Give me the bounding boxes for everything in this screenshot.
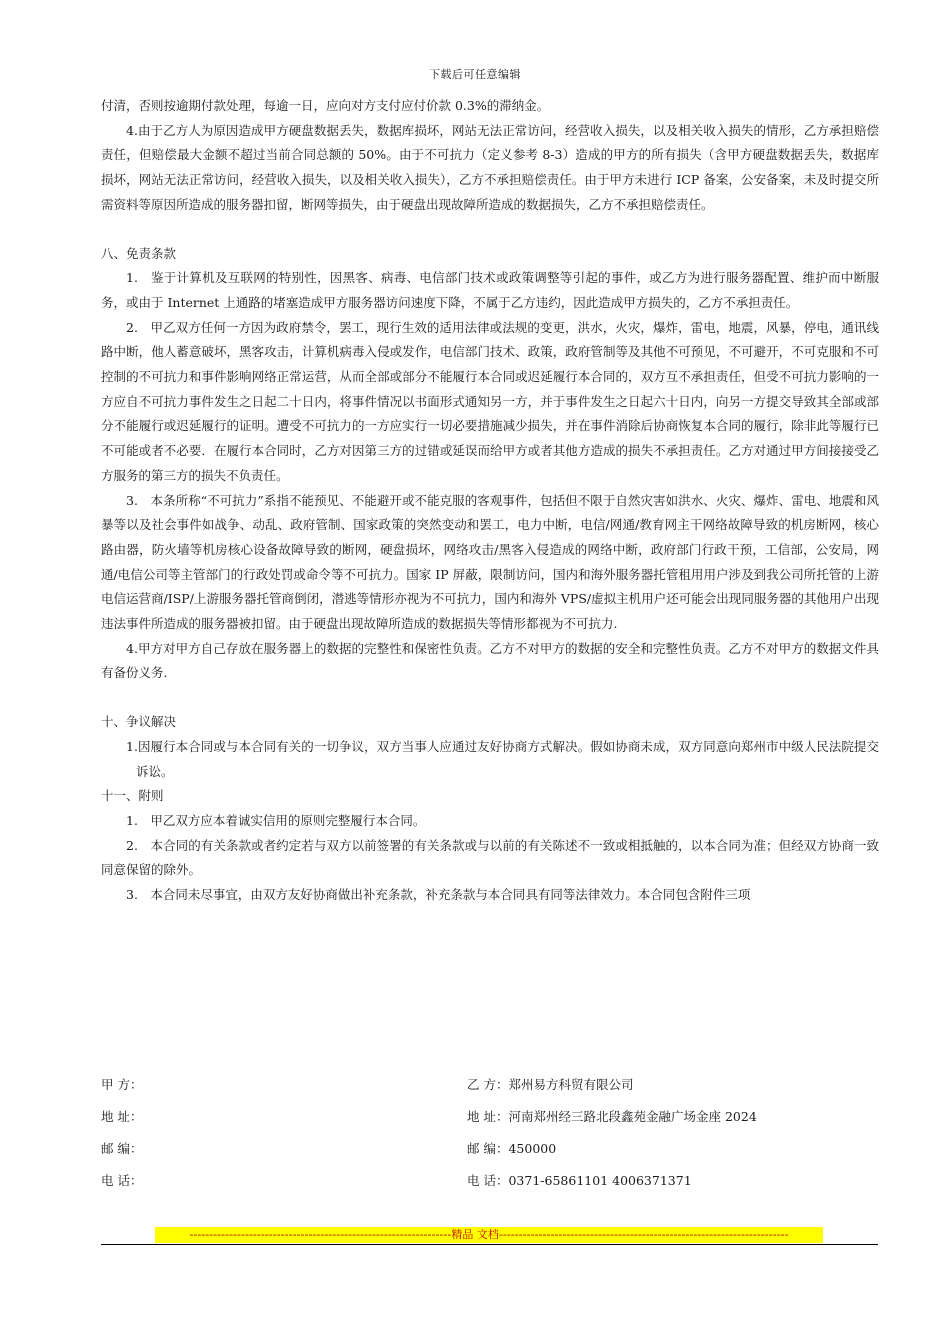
section-10-item-1: 1.因履行本合同或与本合同有关的一切争议，双方当事人应通过友好协商方式解决。假如协商未成，双方同意向郑州市中级人民法院提交诉讼。 xyxy=(126,738,879,779)
party-b-postcode-label: 邮 编： xyxy=(467,1141,509,1156)
party-b-address-label: 地 址： xyxy=(467,1109,509,1124)
party-a-postcode xyxy=(101,1139,467,1157)
section-8-item-3: 3. 本条所称“不可抗力”系指不能预见、不能避开或不能克服的客观事件，包括但不限于自然灾害如洪水、火灾、爆炸、雷电、地震和风暴等以及社会事件如战争、动乱、政府管制、国家政策的突然变动和罢工，电力中断，电信/网通/教育网主干网络故障导致的机房断网，核心路由器，防火墙等机房核心设备故障导致的断网，硬盘损坏，网络攻击/黑客入侵造成的网络中断，政府部门行政干预，工信部，公安局，网通/电信公司等主管部门的行政处罚或命令等不可抗力。国家 IP 屏蔽，限制访问，国内和海外服务器托管租用用户涉及到我公司所托管的上游电信运营商/ISP/上游服务器托管商倒闭，潜逃等情形亦视为不可抗力，国内和海外 VPS/虚拟主机用户还可能会出现同服务器的其他用户出现违法事件所造成的服务器被扣留。由于硬盘出现故障所造成的数据损失等情形都视为不可抗力. xyxy=(101,492,879,632)
party-a-address xyxy=(101,1107,467,1125)
party-b-postcode-value: 450000 xyxy=(508,1141,557,1156)
section-11-item-1: 1. 甲乙双方应本着诚实信用的原则完整履行本合同。 xyxy=(126,812,426,828)
party-a-postcode-label: 邮 编： xyxy=(101,1141,143,1156)
section-11-item-3: 3. 本合同未尽事宜，由双方友好协商做出补充条款，补充条款与本合同具有同等法律效力。本合同包含附件三项 xyxy=(126,887,751,903)
signature-row-phone xyxy=(101,1164,879,1196)
signature-row-address xyxy=(101,1100,879,1132)
header-note: 下载后可任意编辑 xyxy=(429,68,521,81)
party-b-phone-label: 电 话： xyxy=(467,1173,509,1188)
party-a-address-label: 地 址： xyxy=(101,1109,143,1124)
party-b-address-value: 河南郑州经三路北段鑫苑金融广场金座 2024 xyxy=(508,1109,757,1124)
party-b-phone-value: 0371-65861101 4006371371 xyxy=(508,1173,692,1188)
signature-row-postcode xyxy=(101,1132,879,1164)
party-b-name xyxy=(467,1075,879,1093)
party-a-name xyxy=(101,1075,467,1093)
section-8-item-1: 1. 鉴于计算机及互联网的特别性，因黑客、病毒、电信部门技术或政策调整等引起的事件，或乙方为进行服务器配置、维护而中断服务，或由于 Internet 上通路的堵塞造成甲方服务器访问速度下降，不属于乙方违约，因此造成甲方损失的，乙方不承担责任。 xyxy=(101,270,879,310)
party-b-address xyxy=(467,1107,879,1125)
party-a-phone-label: 电 话： xyxy=(101,1173,143,1188)
footer-banner: ------------------------------------------------------------------精品 文档------------------------------------------------------------------------- xyxy=(155,1227,823,1243)
party-a-name-label: 甲 方： xyxy=(101,1077,143,1092)
signature-row-name xyxy=(101,1068,879,1100)
spacer xyxy=(101,686,879,710)
section-11-title: 十一、附则 xyxy=(101,788,164,804)
section-10-title: 十、争议解决 xyxy=(101,714,177,730)
contract-body xyxy=(101,94,879,908)
party-b-name-value: 郑州易方科贸有限公司 xyxy=(508,1077,634,1092)
party-b-name-label: 乙 方： xyxy=(467,1077,509,1092)
footer-divider xyxy=(101,1244,878,1245)
signature-block xyxy=(101,1068,879,1196)
paragraph-payment-tail: 付清，否则按逾期付款处理，每逾一日，应向对方支付应付价款 0.3%的滞纳金。 xyxy=(101,98,550,113)
party-b-postcode xyxy=(467,1139,879,1157)
section-11-item-2: 2. 本合同的有关条款或者约定若与双方以前签署的有关条款或与以前的有关陈述不一致或相抵触的，以本合同为准；但经双方协商一致同意保留的除外。 xyxy=(101,837,879,878)
section-8-item-2: 2. 甲乙双方任何一方因为政府禁令，罢工，现行生效的适用法律或法规的变更，洪水，火灾，爆炸，雷电，地震，风暴，停电，通讯线路中断，他人蓄意破坏，黑客攻击，计算机病毒入侵或发作，电信部门技术、政策，政府管制等及其他不可预见，不可避开，不可克服和不可控制的不可抗力和事件影响网络正常运营，从而全部或部分不能履行本合同或迟延履行本合同的，双方互不承担责任，但受不可抗力影响的一方应自不可抗力事件发生之日起二十日内，将事件情况以书面形式通知另一方，并于事件发生之日起六十日内，向另一方提交导致其全部或部分不能履行或迟延履行的证明。遭受不可抗力的一方应实行一切必要措施减少损失，并在事件消除后协商恢复本合同的履行，除非此等履行已不可能或者不必要．在履行本合同时，乙方对因第三方的过错或延误而给甲方或者其他方造成的损失不承担责任。乙方对通过甲方间接接受乙方服务的第三方的损失不负责任。 xyxy=(101,319,879,483)
party-b-phone xyxy=(467,1171,879,1189)
spacer xyxy=(101,218,879,242)
party-a-phone xyxy=(101,1171,467,1189)
section-8-title: 八、免责条款 xyxy=(101,245,177,261)
section-8-item-4: 4.甲方对甲方自己存放在服务器上的数据的完整性和保密性负责。乙方不对甲方的数据的安全和完整性负责。乙方不对甲方的数据文件具有备份义务. xyxy=(101,640,879,681)
paragraph-liability-4: 4.由于乙方人为原因造成甲方硬盘数据丢失，数据库损坏，网站无法正常访问，经营收入损失，以及相关收入损失的情形，乙方承担赔偿责任，但赔偿最大金额不超过当前合同总额的 50%。由于不可抗力（定义参考 8-3）造成的甲方的所有损失（含甲方硬盘数据丢失，数据库损坏，网站无法正常访问，经营收入损失，以及相关收入损失），乙方不承担赔偿责任。由于甲方未进行 ICP 备案，公安备案，未及时提交所需资料等原因所造成的服务器扣留，断网等损失，由于硬盘出现故障所造成的数据损失，乙方不承担赔偿责任。 xyxy=(101,122,879,212)
